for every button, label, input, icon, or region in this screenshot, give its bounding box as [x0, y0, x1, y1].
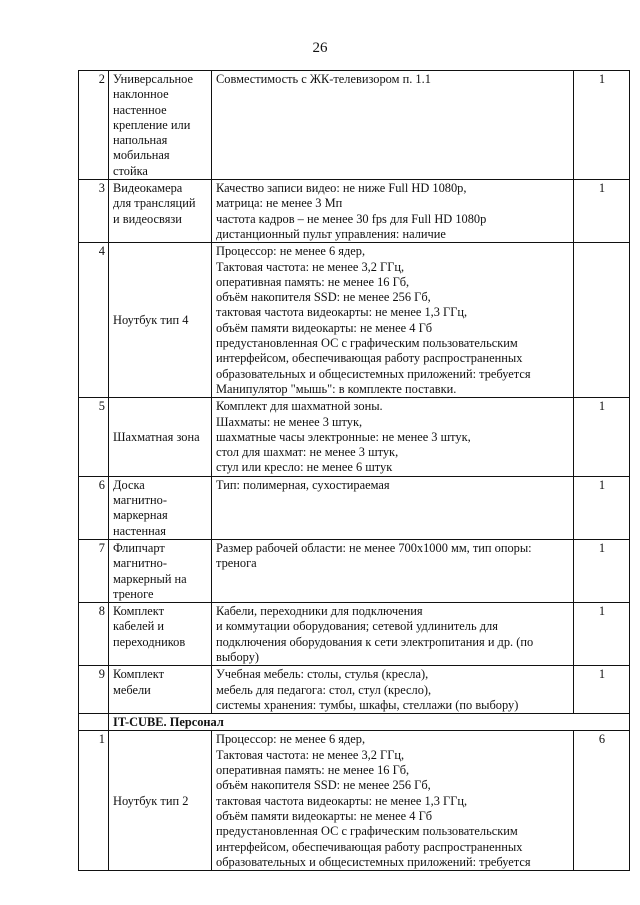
table-row	[79, 539, 630, 602]
text-line: образовательных и общесистемных приложений: требуется	[216, 854, 531, 869]
item-name	[109, 180, 212, 243]
item-quantity: 1	[574, 603, 630, 666]
text-line: стойка	[113, 163, 148, 178]
item-name	[109, 539, 212, 602]
text-line: Размер рабочей области: не менее 700х1000 мм, тип опоры:	[216, 540, 532, 555]
section-title: IT-CUBE. Персонал	[109, 714, 630, 731]
item-quantity: 1	[574, 180, 630, 243]
item-specification	[212, 398, 574, 476]
item-name	[109, 603, 212, 666]
text-line: объём памяти видеокарты: не менее 4 Гб	[216, 320, 433, 335]
text-line: кабелей и	[113, 619, 165, 634]
text-line: Учебная мебель: столы, стулья (кресла),	[216, 667, 429, 682]
item-quantity: 1	[574, 71, 630, 180]
text-line: переходников	[113, 634, 186, 649]
item-name	[109, 243, 212, 398]
text-line: стол для шахмат: не менее 3 штук,	[216, 445, 399, 460]
item-specification	[212, 539, 574, 602]
item-specification	[212, 71, 574, 180]
text-line: системы хранения: тумбы, шкафы, стеллажи (по выбору)	[216, 697, 519, 712]
text-line: Универсальное	[113, 72, 193, 86]
text-line: мебель для педагога: стол, стул (кресло),	[216, 682, 432, 697]
text-line: магнитно-	[113, 556, 167, 571]
item-quantity: 1	[574, 666, 630, 714]
text-line: Совместимость с ЖК-телевизором п. 1.1	[216, 72, 431, 86]
text-line: Ноутбук тип 2	[113, 793, 189, 808]
page-number: 26	[312, 40, 328, 56]
item-name	[109, 666, 212, 714]
text-line: Комплект для шахматной зоны.	[216, 399, 383, 414]
text-line: мобильная	[113, 148, 170, 163]
text-line: маркерная	[113, 508, 168, 523]
text-line: Ноутбук тип 4	[113, 313, 189, 328]
item-quantity: 1	[574, 398, 630, 476]
item-quantity: 1	[574, 539, 630, 602]
text-line: тренога	[216, 556, 257, 571]
text-line: Процессор: не менее 6 ядер,	[216, 732, 366, 747]
text-line: тактовая частота видеокарты: не менее 1,3 ГГц,	[216, 793, 468, 808]
item-specification	[212, 476, 574, 539]
table-row	[79, 398, 630, 476]
row-number: 5	[79, 398, 109, 476]
text-line: Видеокамера	[113, 181, 183, 196]
item-specification	[212, 243, 574, 398]
section-spacer	[79, 714, 109, 731]
equipment-table	[78, 70, 630, 871]
text-line: магнитно-	[113, 493, 167, 508]
text-line: Качество записи видео: не ниже Full HD 1080р,	[216, 181, 467, 196]
text-line: Манипулятор "мышь": в комплекте поставки.	[216, 381, 457, 396]
row-number: 8	[79, 603, 109, 666]
text-line: треноге	[113, 586, 154, 601]
text-line: выбору)	[216, 649, 260, 664]
text-line: объём памяти видеокарты: не менее 4 Гб	[216, 808, 433, 823]
text-line: шахматные часы электронные: не менее 3 штук,	[216, 429, 471, 444]
table-row	[79, 180, 630, 243]
text-line: напольная	[113, 133, 168, 148]
text-line: образовательных и общесистемных приложений: требуется	[216, 366, 531, 381]
text-line: для трансляций	[113, 196, 196, 211]
row-number: 2	[79, 71, 109, 180]
item-specification	[212, 666, 574, 714]
text-line: и видеосвязи	[113, 211, 182, 226]
text-line: настенная	[113, 523, 167, 538]
text-line: Флипчарт	[113, 540, 165, 555]
text-line: интерфейсом, обеспечивающая работу распространенных	[216, 351, 523, 366]
row-number: 6	[79, 476, 109, 539]
text-line: стул или кресло: не менее 6 штук	[216, 460, 393, 475]
item-quantity: 6	[574, 731, 630, 871]
row-number: 7	[79, 539, 109, 602]
table-row	[79, 603, 630, 666]
text-line: Кабели, переходники для подключения	[216, 604, 423, 619]
text-line: Доска	[113, 477, 145, 492]
text-line: интерфейсом, обеспечивающая работу распространенных	[216, 839, 523, 854]
item-name	[109, 71, 212, 180]
text-line: матрица: не менее 3 Мп	[216, 196, 343, 211]
row-number: 9	[79, 666, 109, 714]
text-line: оперативная память: не менее 16 Гб,	[216, 274, 410, 289]
item-specification	[212, 731, 574, 871]
text-line: объём накопителя SSD: не менее 256 Гб,	[216, 778, 431, 793]
table-row	[79, 243, 630, 398]
table-row	[79, 71, 630, 180]
text-line: тактовая частота видеокарты: не менее 1,3 ГГц,	[216, 305, 468, 320]
table-row	[79, 731, 630, 871]
text-line: объём накопителя SSD: не менее 256 Гб,	[216, 290, 431, 305]
item-name	[109, 476, 212, 539]
text-line: Процессор: не менее 6 ядер,	[216, 244, 366, 259]
text-line: подключения оборудования к сети электропитания и др. (по	[216, 634, 534, 649]
row-number: 4	[79, 243, 109, 398]
equipment-table-body	[79, 71, 630, 871]
text-line: предустановленная ОС с графическим пользовательским	[216, 336, 518, 351]
text-line: наклонное	[113, 87, 169, 102]
text-line: Тактовая частота: не менее 3,2 ГГц,	[216, 747, 405, 762]
text-line: Шахматная зона	[113, 429, 200, 444]
row-number: 3	[79, 180, 109, 243]
text-line: Тип: полимерная, сухостираемая	[216, 477, 390, 492]
text-line: настенное	[113, 102, 167, 117]
item-specification	[212, 180, 574, 243]
text-line: оперативная память: не менее 16 Гб,	[216, 763, 410, 778]
section-row	[79, 714, 630, 731]
item-quantity: 1	[574, 476, 630, 539]
text-line: предустановленная ОС с графическим пользовательским	[216, 824, 518, 839]
text-line: Тактовая частота: не менее 3,2 ГГц,	[216, 259, 405, 274]
item-quantity	[574, 243, 630, 398]
text-line: крепление или	[113, 117, 191, 132]
item-specification	[212, 603, 574, 666]
row-number: 1	[79, 731, 109, 871]
item-name	[109, 731, 212, 871]
table-row	[79, 666, 630, 714]
table-row	[79, 476, 630, 539]
text-line: Комплект	[113, 604, 165, 619]
text-line: мебели	[113, 682, 151, 697]
text-line: Комплект	[113, 667, 165, 682]
item-name	[109, 398, 212, 476]
text-line: маркерный на	[113, 571, 187, 586]
text-line: Шахматы: не менее 3 штук,	[216, 414, 363, 429]
text-line: и коммутации оборудования; сетевой удлинитель для	[216, 619, 498, 634]
text-line: дистанционный пульт управления: наличие	[216, 226, 446, 241]
text-line: частота кадров – не менее 30 fps для Full HD 1080р	[216, 211, 487, 226]
